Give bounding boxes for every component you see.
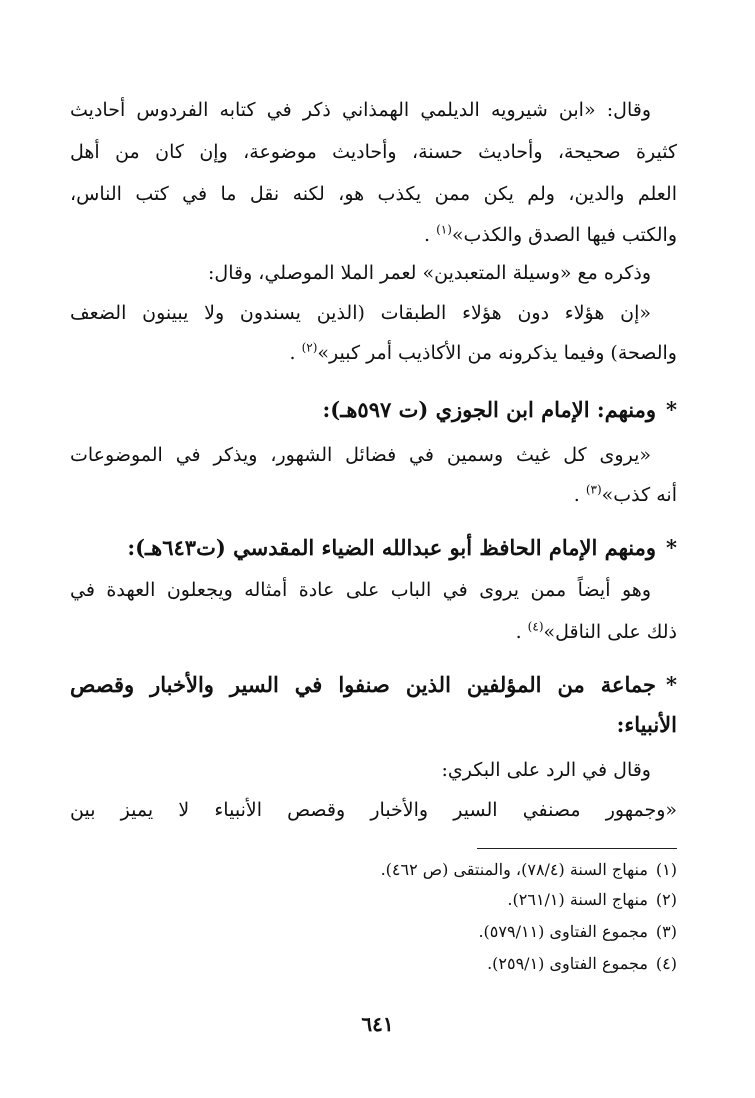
section-heading-ibn-al-jawzi: *ومنهم: الإمام ابن الجوزي (ت ٥٩٧هـ): (322, 397, 677, 422)
footnote-ref-4[interactable]: (٤) (527, 619, 544, 634)
footnote-2: (٢)منهاج السنة (٢٦١/١). (507, 890, 677, 909)
footnote-divider (477, 848, 677, 849)
footnote-ref-2[interactable]: (٢) (301, 340, 318, 355)
paragraph-7: «وجمهور مصنفي السير والأخبار وقصص الأنبياء لا يميز بين (70, 799, 677, 821)
paragraph-1-line-4: والكتب فيها الصدق والكذب»$^{(١)}$ . (423, 222, 677, 246)
footnote-3: (٣)مجموع الفتاوى (٥٧٩/١١). (478, 922, 677, 941)
footnote-ref-3[interactable]: (٣) (585, 482, 602, 497)
footnote-ref-1[interactable]: (١) (436, 222, 452, 237)
footnote-4: (٤)مجموع الفتاوى (٢٥٩/١). (487, 954, 677, 973)
paragraph-5-line-2: ذلك على الناقل»$^{(٤)}$ . (515, 619, 677, 643)
paragraph-1-line-2: كثيرة صحيحة، وأحاديث حسنة، وأحاديث موضوعة، وإن كان من أهل (70, 141, 677, 163)
bullet-star-icon: * (666, 535, 677, 560)
section-heading-sira-authors-line-1: *جماعة من المؤلفين الذين صنفوا في السير والأخبار وقصص (70, 672, 677, 697)
paragraph-6: وقال في الرد على البكري: (441, 759, 651, 781)
bullet-star-icon: * (666, 672, 677, 697)
page-number: ٦٤١ (361, 1012, 394, 1036)
bullet-star-icon: * (666, 397, 677, 422)
paragraph-5-line-1: وهو أيضاً ممن يروى في الباب على عادة أمثاله ويجعلون العهدة في (70, 579, 651, 601)
paragraph-1-line-3: العلم والدين، ولم يكن ممن يكذب هو، لكنه نقل ما في كتب الناس، (70, 183, 677, 205)
paragraph-2: وذكره مع «وسيلة المتعبدين» لعمر الملا الموصلي، وقال: (208, 262, 651, 284)
section-heading-diya-al-maqdisi: *ومنهم الإمام الحافظ أبو عبدالله الضياء المقدسي (ت٦٤٣هـ): (127, 535, 677, 560)
paragraph-4-line-2: أنه كذب»$^{(٣)}$ . (573, 482, 677, 506)
section-heading-sira-authors-line-2: الأنبياء: (616, 712, 677, 737)
paragraph-3-line-1: «إن هؤلاء دون هؤلاء الطبقات (الذين يسندون ولا يبينون الضعف (70, 302, 651, 324)
footnote-1: (١)منهاج السنة (٧٨/٤)، والمنتقى (ص ٤٦٢). (380, 860, 677, 879)
paragraph-1-line-1: وقال: «ابن شيرويه الديلمي الهمذاني ذكر في كتابه الفردوس أحاديث (70, 99, 651, 121)
paragraph-3-line-2: والصحة) وفيما يذكرونه من الأكاذيب أمر كبير»$^{(٢)}$ . (289, 340, 677, 364)
paragraph-4-line-1: «يروى كل غيث وسمين في فضائل الشهور، ويذكر في الموضوعات (70, 444, 651, 466)
